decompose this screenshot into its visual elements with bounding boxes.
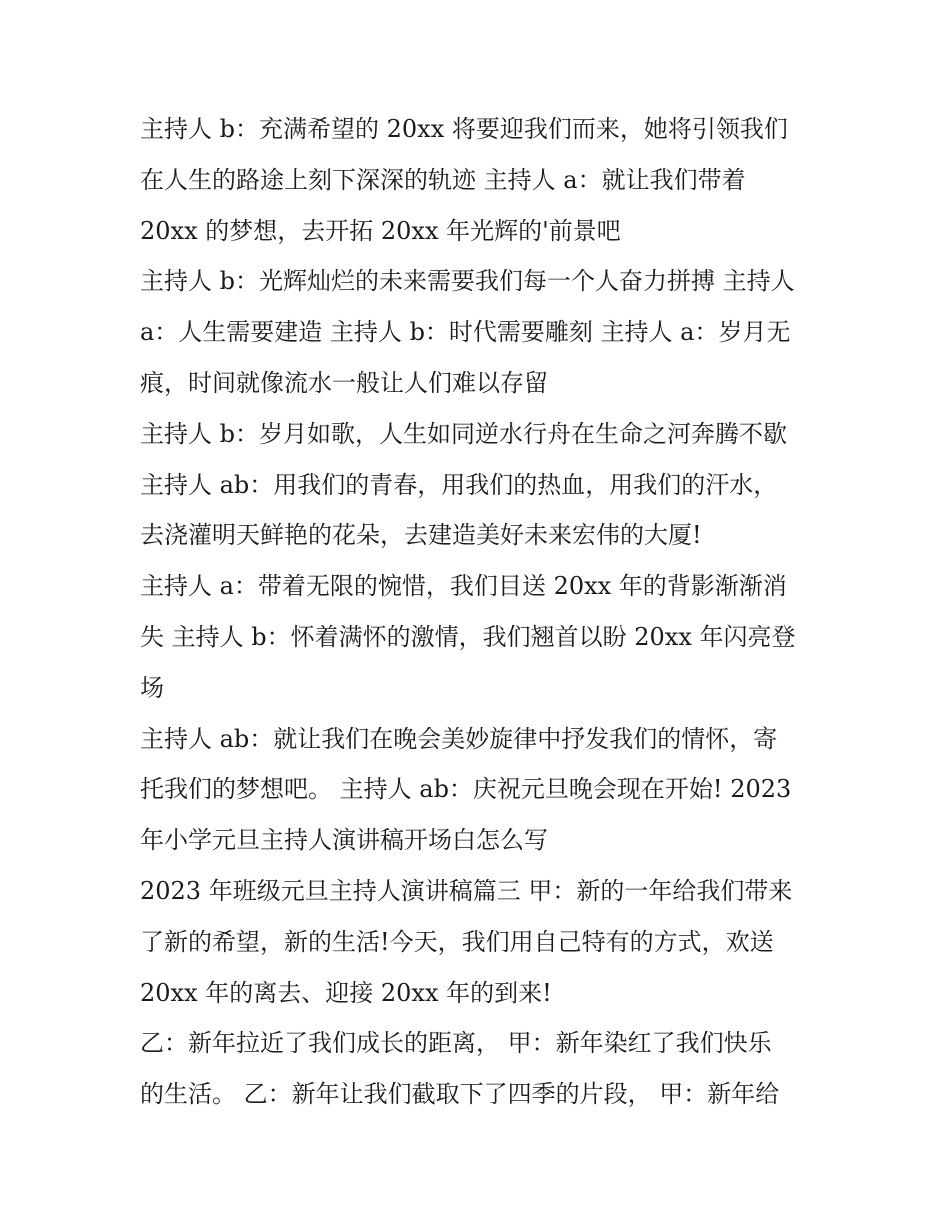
text-line: a：人生需要建造 主持人 b：时代需要雕刻 主持人 a：岁月无 — [140, 318, 791, 347]
text-line: 主持人 b：光辉灿烂的未来需要我们每一个人奋力拼搏 主持人 — [140, 267, 795, 296]
text-line: 场 — [140, 673, 164, 702]
text-line: 主持人 b：充满希望的 20xx 将要迎我们而来，她将引领我们 — [140, 115, 788, 143]
text-line: 乙：新年拉近了我们成长的距离， 甲：新年染红了我们快乐 — [140, 1029, 772, 1058]
text-line: 主持人 a：带着无限的惋惜，我们目送 20xx 年的背影渐渐消 — [140, 572, 787, 601]
text-line: 在人生的路途上刻下深深的轨迹 主持人 a：就让我们带着 — [140, 165, 746, 194]
text-line: 主持人 ab：用我们的青春，用我们的热血，用我们的汗水， — [140, 470, 778, 499]
text-line: 了新的希望，新的生活!今天，我们用自己特有的方式，欢送 — [140, 927, 774, 956]
text-line: 主持人 b：岁月如歌，人生如同逆水行舟在生命之河奔腾不歇 — [140, 419, 787, 448]
text-line: 主持人 ab：就让我们在晚会美妙旋律中抒发我们的情怀，寄 — [140, 724, 778, 753]
document-body — [140, 104, 820, 1120]
text-line: 托我们的梦想吧。 主持人 ab：庆祝元旦晚会现在开始! 2023 — [140, 775, 792, 804]
text-line: 痕，时间就像流水一般让人们难以存留 — [140, 368, 548, 397]
text-line: 年小学元旦主持人演讲稿开场白怎么写 — [140, 826, 548, 855]
text-line: 去浇灌明天鲜艳的花朵，去建造美好未来宏伟的大厦! — [140, 521, 702, 550]
text-line: 2023 年班级元旦主持人演讲稿篇三 甲：新的一年给我们带来 — [140, 876, 793, 905]
text-line: 失 主持人 b：怀着满怀的激情，我们翘首以盼 20xx 年闪亮登 — [140, 622, 796, 651]
text-line: 20xx 年的离去、迎接 20xx 年的到来! — [140, 978, 552, 1007]
text-line: 20xx 的梦想，去开拓 20xx 年光辉的'前景吧 — [140, 216, 621, 245]
text-line: 的生活。 乙：新年让我们截取下了四季的片段， 甲：新年给 — [140, 1080, 780, 1109]
